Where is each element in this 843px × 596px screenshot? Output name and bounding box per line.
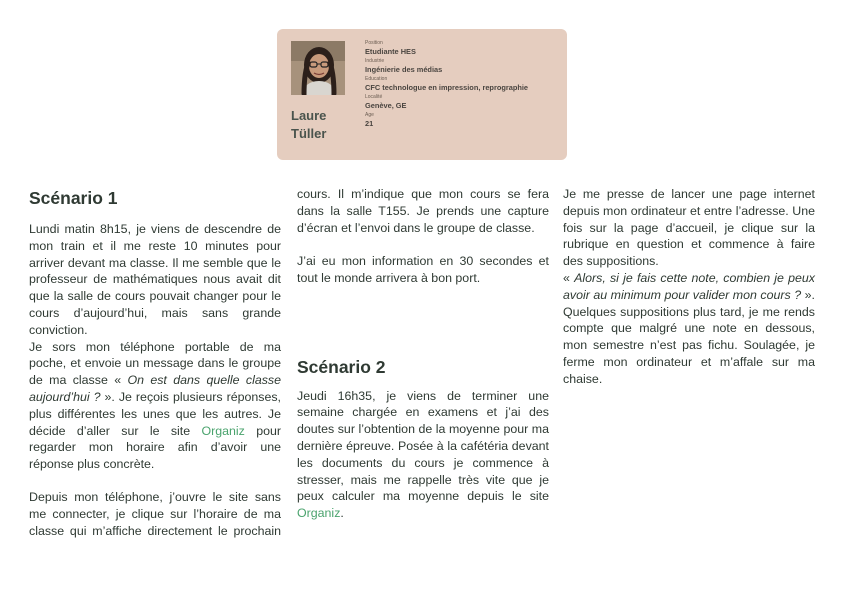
text-run: Je sors mon téléphone portable de ma poche, et envoie un message dans le groupe de ma classe « [29, 339, 281, 388]
column-2 [297, 186, 549, 522]
column-3 [563, 186, 815, 388]
organiz-link[interactable]: Organiz [201, 423, 245, 438]
profile-first-name: Laure [291, 108, 327, 123]
scenario-2-paragraph-2: Je me presse de lancer une page internet depuis mon ordinateur et entre l’adresse. Une fois sur la page d’accueil, je clique sur la rubrique en question et commence à faire des suppositions. [563, 187, 815, 269]
paragraph-gap [29, 473, 281, 489]
profile-card [277, 29, 567, 160]
text-run: . [340, 506, 344, 521]
field-value: CFC technologue en impression, reprographie [365, 83, 529, 92]
column-1 [29, 187, 281, 539]
field-value: Ingénierie des médias [365, 65, 443, 74]
field-education [365, 76, 561, 92]
field-industry [365, 58, 561, 74]
scenario-1-paragraph-1: Lundi matin 8h15, je viens de descendre de mon train et il me reste 10 minutes pour arriver devant ma classe. Il me semble que le professeur de mathématiques nous avait dit que la salle de cours pouvait changer pour le cours d’aujourd’hui, mais sans grande conviction. [29, 222, 281, 337]
avatar-illustration [291, 41, 345, 95]
field-label: Industrie [365, 58, 385, 64]
field-label: Localité [365, 94, 383, 100]
text-run: ». Quelques suppositions plus tard, je me rends compte que malgré une note en dessous, mon semestre n’est pas fichu. Soulagée, je ferme mon ordinateur et m’affale sur ma chaise. [563, 287, 815, 386]
scenario-1-paragraph-3-continued [297, 186, 549, 253]
field-location [365, 94, 561, 110]
text-run: pour regarder mon horaire afin d’avoir une réponse plus concrète. [29, 423, 281, 472]
profile-fields [365, 40, 561, 130]
quote: Alors, si je fais cette note, combien je peux avoir au minimum pour valider mon cours ? [563, 270, 815, 302]
quote: On est dans quelle classe aujourd’hui ? [29, 373, 282, 404]
scenario-1-title: Scénario 1 [29, 188, 118, 208]
field-value: Etudiante HES [365, 47, 416, 56]
section-gap [297, 287, 549, 356]
text-run: « [563, 270, 575, 285]
scenario-2-paragraph-3 [563, 270, 815, 388]
profile-name [291, 107, 326, 143]
text-run: Jeudi 16h35, je viens de terminer une semaine chargée en examens et j’ai des doutes sur l’obtention de la moyenne pour ma dernière épreuve. Posée à la cafétéria devant les documents du cours je commence à stresser, mais me rappelle très vite que je peux calculer ma moyenne depuis le site [297, 388, 549, 504]
text-run: ». Je reçois plusieurs réponses, plus différentes les unes que les autres. Je décide d’aller sur le site [29, 389, 281, 438]
organiz-link[interactable]: Organiz [297, 506, 341, 521]
profile-photo [291, 41, 345, 95]
text-run: cours. Il m’indique que mon cours se fera dans la salle T155. Je prends une capture d’écran et l’envoi dans le groupe de classe. [297, 187, 549, 235]
profile-last-name: Tüller [291, 126, 327, 141]
scenario-2-title: Scénario 2 [297, 356, 386, 377]
scenario-1-paragraph-2 [29, 339, 281, 473]
field-label: Education [365, 76, 388, 82]
field-value: 21 [365, 119, 374, 128]
field-value: Genève, GE [365, 101, 407, 110]
field-label: Position [365, 40, 383, 46]
scenario-2-paragraph-1 [297, 388, 549, 522]
scenario-1-paragraph-4: J’ai eu mon information en 30 secondes et tout le monde arrivera à bon port. [297, 254, 549, 285]
field-position [365, 40, 561, 56]
scenario-1-paragraph-3: Depuis mon téléphone, j’ouvre le site sans me connecter, je clique sur l’horaire de ma classe qui m’affiche directement le prochain [29, 489, 281, 538]
field-label: Age [365, 112, 374, 118]
field-age [365, 112, 561, 128]
